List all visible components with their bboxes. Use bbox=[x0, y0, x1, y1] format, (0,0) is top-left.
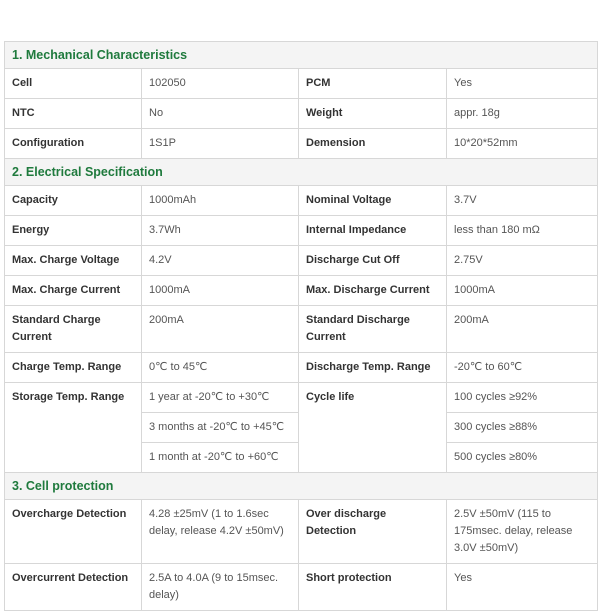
spec-label: Weight bbox=[299, 99, 447, 129]
spec-value: 1000mA bbox=[447, 276, 598, 306]
spec-label: Overcurrent Detection bbox=[5, 564, 142, 611]
table-row bbox=[5, 69, 598, 99]
spec-label: Max. Discharge Current bbox=[299, 276, 447, 306]
table-row bbox=[5, 276, 598, 306]
spec-value: 100 cycles ≥92% bbox=[447, 383, 598, 413]
spec-value: 3.7Wh bbox=[142, 216, 299, 246]
spec-value: less than 180 mΩ bbox=[447, 216, 598, 246]
spec-label: Demension bbox=[299, 129, 447, 159]
spec-value: 3.7V bbox=[447, 186, 598, 216]
spec-label: Discharge Cut Off bbox=[299, 246, 447, 276]
spec-value: 1 year at -20℃ to +30℃ bbox=[142, 383, 299, 413]
spec-label: NTC bbox=[5, 99, 142, 129]
table-row bbox=[5, 306, 598, 353]
spec-label: Max. Charge Current bbox=[5, 276, 142, 306]
specification-table bbox=[4, 41, 598, 611]
table-row bbox=[5, 564, 598, 611]
spec-value: 4.28 ±25mV (1 to 1.6sec delay, release 4.2V ±50mV) bbox=[142, 500, 299, 564]
spec-value: 0℃ to 45℃ bbox=[142, 353, 299, 383]
section-title: 2. Electrical Specification bbox=[5, 159, 598, 186]
spec-value: 4.2V bbox=[142, 246, 299, 276]
spec-value: 200mA bbox=[447, 306, 598, 353]
spec-value: appr. 18g bbox=[447, 99, 598, 129]
spec-label: Max. Charge Voltage bbox=[5, 246, 142, 276]
spec-value: 1S1P bbox=[142, 129, 299, 159]
spec-label: Internal Impedance bbox=[299, 216, 447, 246]
spec-value: -20℃ to 60℃ bbox=[447, 353, 598, 383]
spec-label: Nominal Voltage bbox=[299, 186, 447, 216]
spec-value: 200mA bbox=[142, 306, 299, 353]
spec-value: 1000mA bbox=[142, 276, 299, 306]
spec-label: Cell bbox=[5, 69, 142, 99]
spec-label: Energy bbox=[5, 216, 142, 246]
table-row bbox=[5, 129, 598, 159]
spec-value: 1000mAh bbox=[142, 186, 299, 216]
table-row bbox=[5, 99, 598, 129]
table-row bbox=[5, 383, 598, 413]
spec-label: Short protection bbox=[299, 564, 447, 611]
table-row bbox=[5, 500, 598, 564]
spec-value: 1 month at -20℃ to +60℃ bbox=[142, 443, 299, 473]
spec-label: Standard Discharge Current bbox=[299, 306, 447, 353]
spec-value: Yes bbox=[447, 69, 598, 99]
spec-value: 2.75V bbox=[447, 246, 598, 276]
section-header-row bbox=[5, 473, 598, 500]
table-row bbox=[5, 246, 598, 276]
section-title: 1. Mechanical Characteristics bbox=[5, 42, 598, 69]
spec-value: 2.5V ±50mV (115 to 175msec. delay, release 3.0V ±50mV) bbox=[447, 500, 598, 564]
section-title: 3. Cell protection bbox=[5, 473, 598, 500]
section-header-row bbox=[5, 42, 598, 69]
spec-label: Standard Charge Current bbox=[5, 306, 142, 353]
spec-label: Charge Temp. Range bbox=[5, 353, 142, 383]
table-row bbox=[5, 216, 598, 246]
spec-label: Discharge Temp. Range bbox=[299, 353, 447, 383]
spec-value: No bbox=[142, 99, 299, 129]
spec-value: 102050 bbox=[142, 69, 299, 99]
spec-value: 10*20*52mm bbox=[447, 129, 598, 159]
spec-value: 300 cycles ≥88% bbox=[447, 413, 598, 443]
spec-value: 2.5A to 4.0A (9 to 15msec. delay) bbox=[142, 564, 299, 611]
spec-label: Capacity bbox=[5, 186, 142, 216]
spec-label: PCM bbox=[299, 69, 447, 99]
spec-label: Over discharge Detection bbox=[299, 500, 447, 564]
spec-label: Cycle life bbox=[299, 383, 447, 473]
spec-value: 500 cycles ≥80% bbox=[447, 443, 598, 473]
table-row bbox=[5, 353, 598, 383]
spec-value: 3 months at -20℃ to +45℃ bbox=[142, 413, 299, 443]
spec-label: Overcharge Detection bbox=[5, 500, 142, 564]
spec-value: Yes bbox=[447, 564, 598, 611]
spec-label: Configuration bbox=[5, 129, 142, 159]
spec-label: Storage Temp. Range bbox=[5, 383, 142, 473]
section-header-row bbox=[5, 159, 598, 186]
table-row bbox=[5, 186, 598, 216]
